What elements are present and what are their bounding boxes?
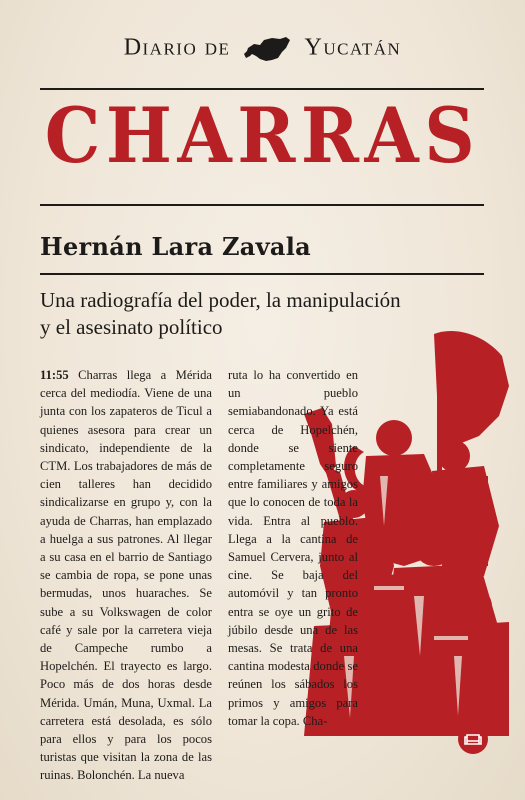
author-name: Hernán Lara Zavala <box>40 232 312 261</box>
excerpt-col2-text: ruta lo ha convertido en un pueblo semiabandonado. Ya está cerca de Hopelchén, donde se siente completamente seguro entre familiares y amigos que lo conocen de toda la vida. Entra al pueblo. Llega a la cantina de Samuel Cervera, junto al cine. Se baja del automóvil y tan pronto entra se oye un grito de júbilo desde una de las mesas. Se trata de una cantina modesta donde se reúnen los sábados los primos y amigos para tomar la copa. Cha- <box>228 368 358 728</box>
subtitle-line-1: Una radiografía del poder, la manipulación <box>40 288 401 312</box>
masthead-right: Yucatán <box>304 34 402 61</box>
rule-under-title <box>40 204 484 206</box>
armchair-icon <box>458 724 488 754</box>
excerpt-column-1 <box>40 366 212 785</box>
publisher-logo <box>458 724 488 754</box>
book-title: CHARRAS <box>44 91 481 180</box>
yucatan-peninsula-map-icon <box>242 34 294 64</box>
excerpt-time: 11:55 <box>40 368 69 382</box>
excerpt-col1-text: Charras llega a Mérida cerca del mediodía. Viene de una junta con los zapateros de Ticul a quienes asesora para crear un sindicato, independiente de la CTM. Los trabajadores de más de cien talleres han decidido sindicalizarse en grupo y, con la ayuda de Charras, han emplazado a huelga a sus patrones. Al llegar a su casa en el barrio de Santiago se cambia de ropa, se pone unas bermudas, unos huaraches. Se sube a su Volkswagen de color café y sale por la carretera vieja de Campeche rumbo a Hopelchén. El trayecto es largo. Poco más de dos horas desde Mérida. Umán, Muna, Uxmal. La carretera está desolada, es sólo para ellos y para los pocos turistas que visitan la zona de las ruinas. Bolonchén. La nueva <box>40 368 212 783</box>
excerpt-column-2 <box>228 366 358 730</box>
rule-top <box>40 88 484 90</box>
subtitle-line-2: y el asesinato político <box>40 315 223 339</box>
masthead <box>0 34 525 64</box>
masthead-left: Diario de <box>123 34 231 61</box>
rule-under-author <box>40 273 484 275</box>
